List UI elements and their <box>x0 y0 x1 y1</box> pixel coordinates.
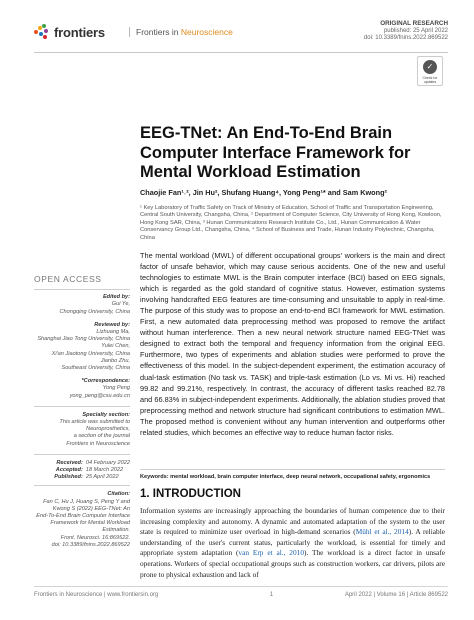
citation-block <box>34 491 130 549</box>
affiliations: ¹ Key Laboratory of Traffic Safety on Track of Ministry of Education, School of Traffic and Transportation Engineering, Central South University, Changsha, China, ² Department of Computer Science, City University of Hong Kong, Kowloon, Hong Kong SAR, China, ³ Hunan Communications Research Institute Co., Ltd., Hunan Communication & Water Conservancy Group Ltd., Changsha, China, ⁴ School of Business and Trade, Hunan Industry Polytechnic, Changsha, China <box>140 205 442 241</box>
article-title: EEG-TNet: An End-To-End Brain Computer Interface Framework for Mental Workload Estimation <box>140 124 411 181</box>
article-sidebar <box>34 276 130 555</box>
volume-info: April 2022 | Volume 16 | Article 869522 <box>344 592 448 598</box>
published-label: Published: <box>54 474 83 481</box>
citation-link[interactable]: Mühl et al., 2014 <box>355 527 409 537</box>
editor-block <box>34 294 130 316</box>
keywords-label: Keywords: <box>140 474 169 480</box>
frontiers-logo-icon <box>34 24 50 40</box>
specialty-block <box>34 412 130 448</box>
received-date: 04 February 2022 <box>85 459 130 466</box>
page-number: 1 <box>269 592 274 598</box>
sidebar-divider <box>34 406 130 407</box>
journal-prefix: Frontiers in <box>136 27 181 37</box>
section-heading: 1. INTRODUCTION <box>140 488 241 500</box>
brand-name: frontiers <box>54 24 105 40</box>
published-date-sidebar: 25 April 2022 <box>85 474 119 481</box>
keywords-text: mental workload, brain computer interface, deep neural network, occupational safety, ergonomics <box>170 474 431 480</box>
page-header <box>34 20 448 50</box>
abstract-divider <box>140 469 445 470</box>
received-label: Received: <box>56 459 83 466</box>
check-for-updates-icon: ✓ <box>423 60 437 74</box>
journal-name[interactable] <box>129 27 233 37</box>
abstract: The mental workload (MWL) of different occupational groups' workers is the main and direct factor of unsafe behavior, which may cause serious accidents. One of the new and useful technologies to estimate MWL is the Brain computer interface (BCI) based on EEG signals, which is regarded as the gold standard of cognitive status. However, estimation systems involving handcrafted EEG features are time-consuming and unsuitable to apply in real-time. The purpose of this study was to propose an end-to-end BCI framework for MWL estimation. First, a new automated data preprocessing method was proposed to remove the artifact without human interference. Then a new neural network structure named EEG-TNet was designed to extract both the temporal and frequency information from the original EEG. Furthermore, two types of experiments and ablation studies were performed to prove the effectiveness of this model. In the subject-dependent experiment, the estimation accuracy of dual-task estimation (No task vs. TASK) and triple-task estimation (Lo vs. Mi vs. Hi) reached 99.82 and 99.21%, respectively. In contrast, the accuracy of different tasks reached 82.78 and 66.83% in subject-independent experiments. Additionally, the ablation studies proved that preprocessing method and network structure had significant contributions to estimation MWL. The proposed method is convenient without any human intervention and outperforms other related studies, which becomes an effective way to reduce human factor risks. <box>140 251 445 437</box>
correspondence-block <box>34 378 130 400</box>
reviewers-block <box>34 322 130 372</box>
accepted-date: 18 March 2022 <box>85 467 124 474</box>
author-list: Chaojie Fan¹˒², Jin Hu², Shufang Huang⁴, Yong Peng¹* and Sam Kwong² <box>140 188 387 197</box>
keywords <box>140 474 445 480</box>
open-access-label: OPEN ACCESS <box>34 274 102 284</box>
footer-journal[interactable]: Frontiers in Neuroscience | www.frontiersin.org <box>34 592 159 598</box>
reviewed-label: Reviewed by: <box>94 321 130 328</box>
article-meta <box>364 20 448 43</box>
intro-paragraph <box>140 506 445 580</box>
edited-label: Edited by: <box>102 294 130 301</box>
citation-link[interactable]: van Erp et al., 2010 <box>238 548 304 558</box>
reviewer-names: Lizhuang Ma, Shanghai Jiao Tong University, China Yulei Chen, Xi'an Jiaotong University, China Jianbo Zhu, Southeast University, China <box>37 329 130 372</box>
sidebar-divider <box>34 485 130 486</box>
check-for-updates-badge[interactable] <box>417 56 443 86</box>
citation-label: Citation: <box>107 491 130 498</box>
specialty-text: This article was submitted to Neuroprosthetics, a section of the journal Frontiers in Neuroscience <box>59 419 130 447</box>
published-date: published: 25 April 2022 <box>383 27 448 34</box>
footer-volume <box>270 592 448 598</box>
doi[interactable]: doi: 10.3389/fnins.2022.869522 <box>363 35 448 41</box>
citation-text: Fan C, Hu J, Huang S, Peng Y and Kwong S (2022) EEG-TNet: An End-To-End Brain Computer Interface Framework for Mental Workload Estimation. Front. Neurosci. 16:869522. doi: 10.3389/fnins.2022.869522 <box>36 498 130 548</box>
dates-block <box>34 460 130 482</box>
specialty-label: Specialty section: <box>82 411 130 418</box>
frontiers-logo[interactable] <box>34 24 105 40</box>
article-type: ORIGINAL RESEARCH <box>380 20 448 27</box>
footer-divider <box>34 586 448 587</box>
updates-label: Check for updates <box>422 76 438 84</box>
correspondence-name: Yong Peng <box>102 385 130 392</box>
accepted-label: Accepted: <box>55 467 83 474</box>
correspondence-label: *Correspondence: <box>81 378 130 385</box>
intro-text: ). A reliable understanding of the user's current status, particularly the workload, is essential for timely and appropriate system adaptation ( <box>140 527 445 558</box>
editor-name: Gui Ye, Chongqing University, China <box>59 301 130 315</box>
intro-text: Information systems are increasingly approaching the boundaries of human competence due to their increasing complexity and autonomy. A dynamic and automated adaptation of the system to the user state is required to minimize user overload in high-demand scenarios ( <box>140 506 445 537</box>
journal-highlight: Neuroscience <box>180 27 233 37</box>
sidebar-divider <box>34 289 130 290</box>
sidebar-divider <box>34 454 130 455</box>
header-divider <box>34 52 448 53</box>
correspondence-email[interactable]: yong_peng@csu.edu.cn <box>69 392 130 399</box>
intro-text: ). The workload is a direct factor in unsafe operations. Workers of special occupational groups such as construction workers, car drivers, pilots are prone to physical exhaustion and lack of <box>140 548 445 579</box>
